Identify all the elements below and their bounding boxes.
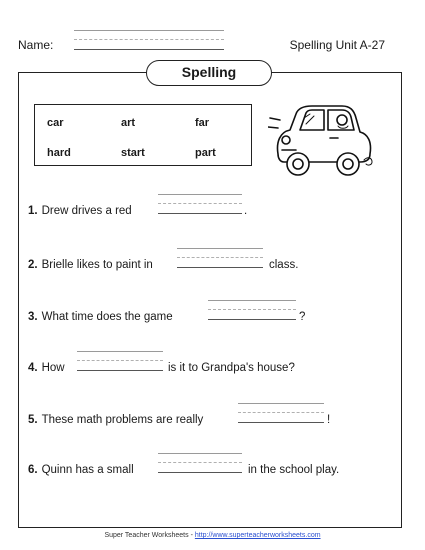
question-number: 3. bbox=[28, 311, 38, 323]
question-3-suffix: ? bbox=[299, 311, 306, 323]
answer-line-5[interactable] bbox=[238, 403, 324, 423]
answer-line-2[interactable] bbox=[177, 248, 263, 268]
question-text: Drew drives a red bbox=[41, 205, 132, 217]
question-5-suffix: ! bbox=[327, 414, 331, 426]
footer-link[interactable]: http://www.superteacherworksheets.com bbox=[194, 532, 321, 539]
question-4-suffix: is it to Grandpa's house? bbox=[168, 362, 295, 374]
worksheet-title: Spelling bbox=[146, 60, 272, 86]
word-bank-item: part bbox=[195, 147, 216, 159]
question-text: How bbox=[41, 362, 65, 374]
question-text: Brielle likes to paint in bbox=[41, 259, 153, 271]
question-3 bbox=[28, 311, 173, 323]
question-1 bbox=[28, 205, 132, 217]
footer-separator: - bbox=[190, 532, 193, 539]
name-writing-line[interactable] bbox=[74, 30, 224, 50]
word-bank-item: car bbox=[47, 117, 64, 129]
word-bank-item: hard bbox=[47, 147, 71, 159]
answer-line-1[interactable] bbox=[158, 194, 242, 214]
footer-brand: Super Teacher Worksheets bbox=[104, 532, 189, 539]
question-6 bbox=[28, 464, 134, 476]
question-text: These math problems are really bbox=[41, 414, 204, 426]
name-label: Name: bbox=[18, 38, 54, 52]
question-2 bbox=[28, 259, 153, 271]
unit-label: Spelling Unit A-27 bbox=[289, 38, 385, 52]
question-number: 5. bbox=[28, 414, 38, 426]
answer-line-6[interactable] bbox=[158, 453, 242, 473]
question-number: 1. bbox=[28, 205, 38, 217]
question-1-suffix: . bbox=[244, 205, 248, 217]
cartoon-car-icon bbox=[268, 98, 374, 182]
question-number: 2. bbox=[28, 259, 38, 271]
question-5 bbox=[28, 414, 203, 426]
question-text: What time does the game bbox=[41, 311, 173, 323]
question-2-suffix: class. bbox=[269, 259, 299, 271]
question-4 bbox=[28, 362, 65, 374]
word-bank-item: far bbox=[195, 117, 210, 129]
word-bank-item: start bbox=[121, 147, 145, 159]
question-number: 4. bbox=[28, 362, 38, 374]
word-bank-item: art bbox=[121, 117, 136, 129]
question-6-suffix: in the school play. bbox=[248, 464, 340, 476]
answer-line-3[interactable] bbox=[208, 300, 296, 320]
question-number: 6. bbox=[28, 464, 38, 476]
question-text: Quinn has a small bbox=[41, 464, 134, 476]
footer bbox=[0, 532, 425, 539]
answer-line-4[interactable] bbox=[77, 351, 163, 371]
word-bank bbox=[34, 104, 252, 166]
